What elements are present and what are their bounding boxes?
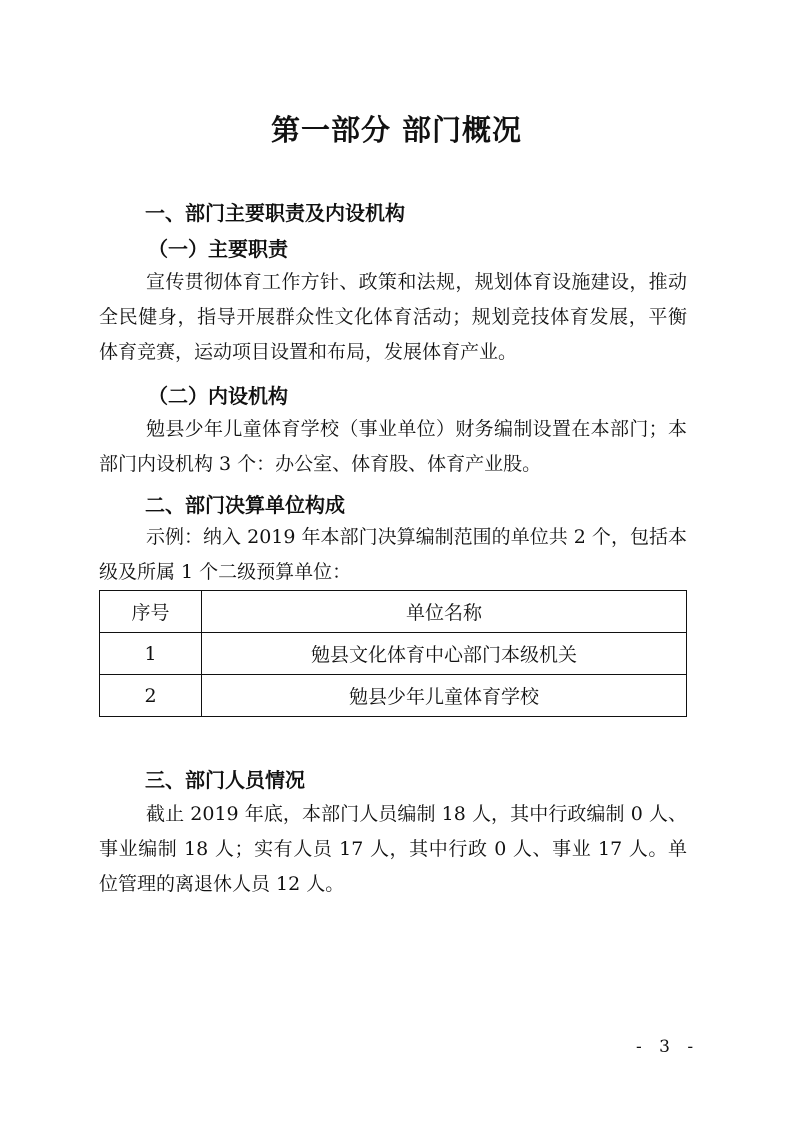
section-2-heading: 二、部门决算单位构成	[145, 493, 345, 517]
units-table	[99, 590, 687, 717]
internal-structure-paragraph: 勉县少年儿童体育学校（事业单位）财务编制设置在本部门；本部门内设机构 3 个：办公室、体育股、体育产业股。	[99, 418, 687, 475]
section-1-sub-2-heading: （二）内设机构	[148, 384, 288, 408]
staff-paragraph: 截止 2019 年底，本部门人员编制 18 人，其中行政编制 0 人、事业编制 18 人；实有人员 17 人，其中行政 0 人、事业 17 人。单位管理的离退休人员 12 人。	[99, 803, 687, 895]
table-header-row	[100, 591, 687, 633]
table-cell: 1	[100, 633, 202, 675]
units-paragraph: 示例：纳入 2019 年本部门决算编制范围的单位共 2 个，包括本级及所属 1 个二级预算单位：	[99, 526, 687, 583]
duties-paragraph: 宣传贯彻体育工作方针、政策和法规，规划体育设施建设，推动全民健身，指导开展群众性文化体育活动；规划竞技体育发展，平衡体育竞赛，运动项目设置和布局，发展体育产业。	[99, 271, 687, 363]
section-1-heading: 一、部门主要职责及内设机构	[145, 201, 405, 225]
table-row	[100, 633, 687, 675]
page-title: 第一部分 部门概况	[270, 113, 523, 147]
section-1-sub-1-heading: （一）主要职责	[148, 237, 288, 261]
page-number: - 3 -	[636, 1037, 700, 1057]
table-header-cell: 序号	[100, 591, 202, 633]
table-header-cell: 单位名称	[202, 591, 687, 633]
table-row	[100, 675, 687, 717]
table-cell: 勉县少年儿童体育学校	[202, 675, 687, 717]
table-cell: 2	[100, 675, 202, 717]
section-3-heading: 三、部门人员情况	[145, 768, 305, 792]
table-cell: 勉县文化体育中心部门本级机关	[202, 633, 687, 675]
